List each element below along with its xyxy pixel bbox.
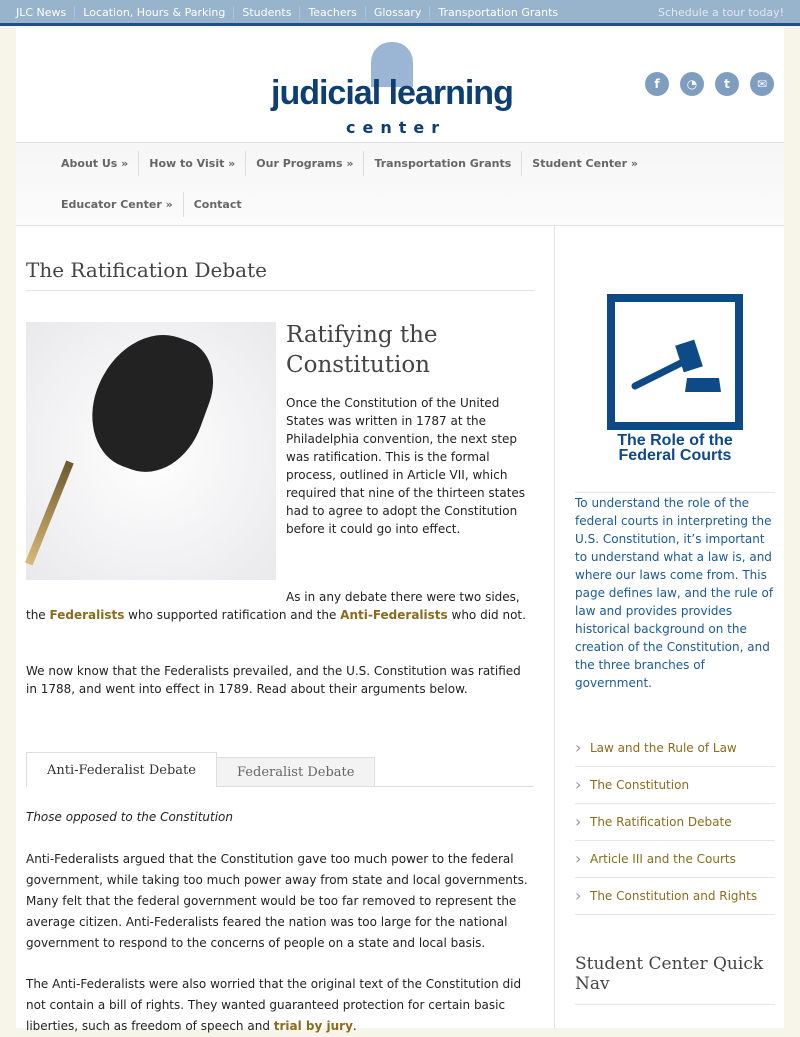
- tab-intro: Those opposed to the Constitution: [26, 810, 233, 824]
- nav-student-center[interactable]: Student Center »: [532, 157, 638, 170]
- sidebar-link[interactable]: › Article III and the Courts: [575, 841, 775, 878]
- nav-contact[interactable]: Contact: [193, 198, 242, 211]
- top-link-grants[interactable]: Transportation Grants: [438, 6, 559, 19]
- rss-icon[interactable]: ◔: [680, 72, 704, 96]
- top-link-glossary[interactable]: Glossary: [366, 6, 431, 19]
- top-link-location[interactable]: Location, Hours & Parking: [75, 6, 234, 19]
- nav-transportation-grants[interactable]: Transportation Grants: [364, 151, 522, 176]
- image-caption: The Role of the Federal Courts: [617, 432, 733, 464]
- main-content: [26, 254, 534, 1033]
- anti-federalist-paragraph-2: The Anti-Federalists were also worried that the original text of the Constitution did not contain a bill of rights. They wanted guaranteed protection for certain basic liberties, such as freedom of speech and trial by jury.: [26, 977, 522, 1033]
- schedule-tour-link[interactable]: Schedule a tour today!: [657, 6, 784, 19]
- top-link-teachers[interactable]: Teachers: [300, 6, 365, 19]
- nav-how-to-visit[interactable]: How to Visit »: [139, 151, 246, 176]
- sidebar-links: [575, 730, 775, 915]
- sidebar-link[interactable]: › The Ratification Debate: [575, 804, 775, 841]
- nav-our-programs[interactable]: Our Programs »: [246, 151, 364, 176]
- nav-about-us[interactable]: About Us »: [51, 151, 139, 176]
- federalists-link[interactable]: Federalists: [49, 608, 125, 622]
- top-bar: [0, 0, 800, 26]
- sidebar-link[interactable]: › The Constitution: [575, 767, 775, 804]
- tab-anti-federalist[interactable]: Anti-Federalist Debate: [26, 752, 217, 787]
- top-link-students[interactable]: Students: [234, 6, 300, 19]
- site-logo[interactable]: [271, 42, 531, 137]
- top-link-news[interactable]: JLC News: [8, 6, 75, 19]
- nav-educator-center[interactable]: Educator Center »: [51, 192, 184, 217]
- tab-federalist[interactable]: Federalist Debate: [216, 757, 375, 787]
- outcome-paragraph: We now know that the Federalists prevailed, and the U.S. Constitution was ratified in 1788, and went into effect in 1789. Read about their arguments below.: [26, 664, 521, 696]
- intro-paragraph: Once the Constitution of the United States was written in 1787 at the Philadelphia convention, the next step was ratification. This is the formal process, outlined in Article VII, which required that nine of the thirteen states had to agree to adopt the Constitution before it could go into effect.: [286, 396, 526, 536]
- facebook-icon[interactable]: f: [645, 72, 669, 96]
- page: [16, 28, 784, 1033]
- social-links: [645, 72, 774, 96]
- quill-pen-image: [26, 322, 276, 580]
- page-title: The Ratification Debate: [26, 254, 534, 291]
- logo-subtext: center: [346, 118, 447, 137]
- federal-courts-image[interactable]: [607, 294, 743, 462]
- email-icon[interactable]: ✉: [750, 72, 774, 96]
- gavel-icon: [615, 302, 735, 422]
- section-heading: Ratifying the Constitution: [286, 322, 438, 378]
- debate-tabs: [26, 752, 534, 787]
- header: [16, 28, 784, 142]
- sidebar-intro: To understand the role of the federal courts in interpreting the U.S. Constitution, it’s important to understand what a law is, and where our laws come from. This page defines law, and the rule of law and provides provides historical background on the creation of the Constitution, and the three branches of government.: [575, 492, 775, 692]
- main-nav: [16, 142, 784, 226]
- sides-paragraph: As in any debate there were two sides, the Federalists who supported ratification and the Anti-Federalists who did not.: [26, 590, 526, 622]
- twitter-icon[interactable]: t: [715, 72, 739, 96]
- quick-nav-heading: Student Center Quick Nav: [575, 954, 775, 1005]
- sidebar-link[interactable]: › The Constitution and Rights: [575, 878, 775, 915]
- anti-federalists-link[interactable]: Anti-Federalists: [340, 608, 448, 622]
- top-links: [8, 6, 566, 19]
- sidebar: [554, 226, 784, 1028]
- anti-federalist-paragraph-1: Anti-Federalists argued that the Constitution gave too much power to the federal government, while taking too much power away from state and local governments. Many felt that the federal government would be too far removed to represent the average citizen. Anti-Federalists feared the nation was too large for the national government to respond to the concerns of people on a state and local basis.: [26, 852, 528, 950]
- logo-text: judicial learning: [271, 74, 513, 112]
- trial-by-jury-link[interactable]: trial by jury: [273, 1019, 353, 1033]
- sidebar-link[interactable]: › Law and the Rule of Law: [575, 730, 775, 767]
